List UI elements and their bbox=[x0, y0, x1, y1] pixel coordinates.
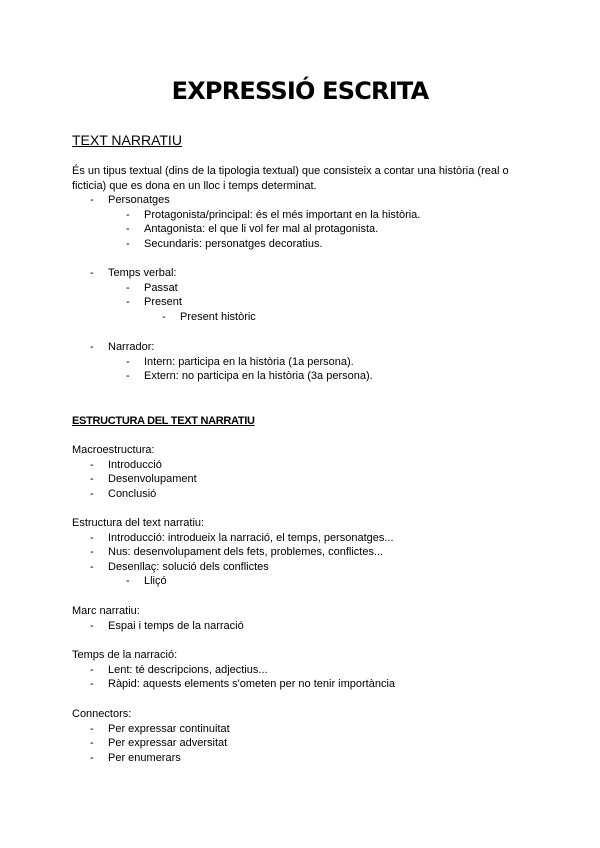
list-item: - Lent: té descripcions, adjectius... bbox=[90, 663, 268, 676]
list-item: - Introducció bbox=[90, 458, 162, 471]
page-title: EXPRESSIÓ ESCRITA bbox=[171, 77, 429, 105]
list-item: - Present bbox=[126, 296, 182, 309]
list-label: Macroestructura: bbox=[72, 444, 155, 456]
list-item: - Antagonista: el que li vol fer mal al protagonista. bbox=[126, 223, 379, 236]
list-item: - Extern: no participa en la història (3a persona). bbox=[126, 370, 373, 383]
list-item: - Passat bbox=[126, 281, 178, 294]
temps-narracio-list bbox=[72, 648, 542, 692]
list-item: - Temps verbal: bbox=[90, 267, 177, 279]
section-heading-text-narratiu: TEXT NARRATIU bbox=[72, 132, 182, 148]
list-item: - Narrador: bbox=[90, 341, 155, 353]
temps-verbal-list bbox=[72, 266, 542, 324]
list-item: - Introducció: introdueix la narració, el temps, personatges... bbox=[90, 531, 394, 544]
list-item: - Per expressar adversitat bbox=[90, 737, 228, 750]
list-item: - Per expressar continuitat bbox=[90, 722, 230, 735]
list-item: - Ràpid: aquests elements s'ometen per no tenir importància bbox=[90, 678, 396, 691]
list-item: - Secundaris: personatges decoratius. bbox=[126, 237, 323, 250]
list-label: Marc narratiu: bbox=[72, 605, 140, 617]
list-item: - Protagonista/principal: és el més important en la història. bbox=[126, 208, 421, 221]
list-item: - Lliçó bbox=[126, 575, 167, 588]
section-heading-estructura: ESTRUCTURA DEL TEXT NARRATIU bbox=[72, 415, 255, 427]
macroestructura-list bbox=[72, 443, 542, 501]
list-item: - Per enumerars bbox=[90, 751, 181, 764]
list-label: Temps de la narració: bbox=[72, 649, 178, 661]
list-item: - Desenvolupament bbox=[90, 473, 197, 486]
list-item: - Personatges bbox=[90, 194, 170, 206]
marc-narratiu-list bbox=[72, 604, 542, 633]
list-item: - Intern: participa en la història (1a persona). bbox=[126, 355, 354, 368]
list-item: - Present històric bbox=[162, 310, 256, 323]
intro-paragraph: És un tipus textual (dins de la tipologia textual) que consisteix a contar una història (real o ficticia) que es dona en un lloc i temps determinat. bbox=[72, 165, 509, 192]
list-item: - Espai i temps de la narració bbox=[90, 619, 244, 632]
list-item: - Nus: desenvolupament dels fets, problemes, conflictes... bbox=[90, 546, 384, 559]
list-item: - Desenllaç: solució dels conflictes bbox=[90, 560, 269, 573]
list-label: Connectors: bbox=[72, 708, 132, 720]
personatges-list bbox=[72, 193, 542, 251]
narrador-list bbox=[72, 340, 542, 384]
connectors-list bbox=[72, 707, 542, 765]
estructura-text-list bbox=[72, 516, 542, 589]
list-item: - Conclusió bbox=[90, 487, 157, 500]
list-label: Estructura del text narratiu: bbox=[72, 517, 205, 529]
